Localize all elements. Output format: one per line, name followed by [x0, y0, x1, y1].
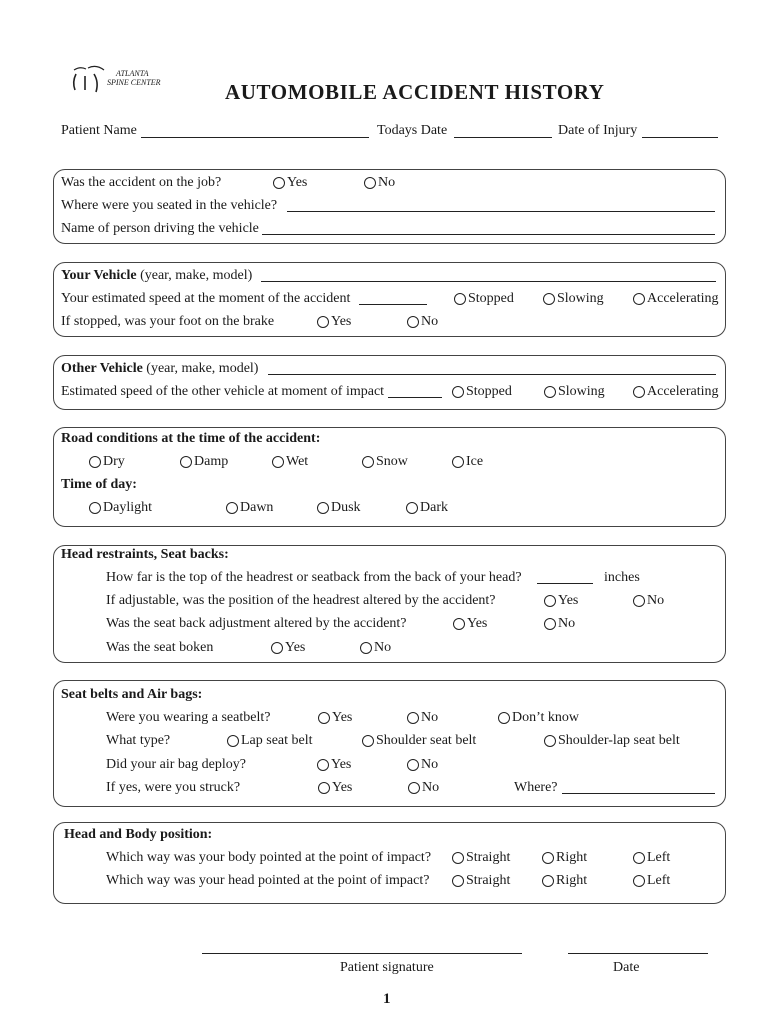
radio-circle-icon — [452, 852, 464, 864]
todays-date-field[interactable] — [454, 137, 552, 138]
other-vehicle-field[interactable] — [268, 374, 716, 375]
q-struck: If yes, were you struck? — [106, 780, 241, 795]
radio-circle-icon — [89, 502, 101, 514]
seatback-altered-yes-radio[interactable]: Yes — [453, 616, 487, 632]
radio-circle-icon — [542, 852, 554, 864]
time-of-day-heading: Time of day: — [61, 477, 137, 492]
radio-circle-icon — [180, 456, 192, 468]
time-dark-radio[interactable]: Dark — [406, 500, 448, 516]
radio-circle-icon — [362, 456, 374, 468]
inches-label: inches — [604, 570, 640, 585]
headrest-distance-field[interactable] — [537, 583, 593, 584]
page-number: 1 — [383, 991, 391, 1007]
your-vehicle-heading: Your Vehicle (year, make, model) — [61, 268, 253, 283]
radio-circle-icon — [272, 456, 284, 468]
radio-circle-icon — [407, 712, 419, 724]
on-job-yes-radio[interactable]: Yes — [273, 175, 307, 191]
where-label: Where? — [514, 780, 558, 795]
road-heading: Road conditions at the time of the accident: — [61, 431, 321, 446]
injury-date-label: Date of Injury — [558, 123, 638, 138]
other-speed-field[interactable] — [388, 397, 442, 398]
foot-brake-no-radio[interactable]: No — [407, 314, 438, 330]
head-straight-radio[interactable]: Straight — [452, 873, 510, 889]
q-seatback-altered: Was the seat back adjustment altered by the accident? — [106, 616, 407, 631]
radio-circle-icon — [633, 852, 645, 864]
radio-circle-icon — [318, 712, 330, 724]
radio-circle-icon — [317, 316, 329, 328]
other-stopped-radio[interactable]: Stopped — [452, 384, 512, 400]
radio-circle-icon — [271, 642, 283, 654]
radio-circle-icon — [633, 293, 645, 305]
radio-circle-icon — [544, 618, 556, 630]
radio-circle-icon — [542, 875, 554, 887]
radio-circle-icon — [408, 782, 420, 794]
radio-circle-icon — [227, 735, 239, 747]
road-ice-radio[interactable]: Ice — [452, 454, 483, 470]
form-title: AUTOMOBILE ACCIDENT HISTORY — [225, 80, 605, 104]
radio-circle-icon — [633, 875, 645, 887]
q-seatbelt-type: What type? — [106, 733, 171, 748]
seatbelt-yes-radio[interactable]: Yes — [318, 710, 352, 726]
other-slowing-radio[interactable]: Slowing — [544, 384, 605, 400]
airbag-no-radio[interactable]: No — [407, 757, 438, 773]
logo-line-2: SPINE CENTER — [107, 78, 161, 87]
road-wet-radio[interactable]: Wet — [272, 454, 308, 470]
q-body-direction: Which way was your body pointed at the point of impact? — [106, 850, 432, 865]
q-airbag-deploy: Did your air bag deploy? — [106, 757, 246, 772]
your-speed-field[interactable] — [359, 304, 427, 305]
body-left-radio[interactable]: Left — [633, 850, 670, 866]
other-accelerating-radio[interactable]: Accelerating — [633, 384, 719, 400]
logo-line-1: ATLANTA — [116, 69, 149, 78]
patient-name-label: Patient Name — [61, 123, 137, 138]
radio-circle-icon — [544, 386, 556, 398]
signature-date-label: Date — [613, 960, 640, 975]
head-right-radio[interactable]: Right — [542, 873, 587, 889]
radio-circle-icon — [362, 735, 374, 747]
seated-field[interactable] — [287, 211, 715, 212]
q-head-direction: Which way was your head pointed at the point of impact? — [106, 873, 430, 888]
radio-circle-icon — [633, 386, 645, 398]
q-driver: Name of person driving the vehicle — [61, 221, 259, 236]
q-other-speed: Estimated speed of the other vehicle at moment of impact — [61, 384, 385, 399]
radio-circle-icon — [89, 456, 101, 468]
headrest-adjusted-no-radio[interactable]: No — [633, 593, 664, 609]
struck-no-radio[interactable]: No — [408, 780, 439, 796]
airbag-yes-radio[interactable]: Yes — [317, 757, 351, 773]
seatbelt-dont-know-radio[interactable]: Don’t know — [498, 710, 579, 726]
shoulder-belt-radio[interactable]: Shoulder seat belt — [362, 733, 476, 749]
radio-circle-icon — [544, 595, 556, 607]
road-snow-radio[interactable]: Snow — [362, 454, 408, 470]
radio-circle-icon — [452, 456, 464, 468]
radio-circle-icon — [454, 293, 466, 305]
q-your-speed: Your estimated speed at the moment of the accident — [61, 291, 351, 306]
radio-circle-icon — [407, 759, 419, 771]
where-field[interactable] — [562, 793, 715, 794]
radio-circle-icon — [318, 782, 330, 794]
signature-date-field[interactable] — [568, 953, 708, 954]
head-restraints-heading: Head restraints, Seat backs: — [61, 547, 229, 562]
radio-circle-icon — [453, 618, 465, 630]
todays-date-label: Todays Date — [377, 123, 448, 138]
radio-circle-icon — [498, 712, 510, 724]
your-stopped-radio[interactable]: Stopped — [454, 291, 514, 307]
q-headrest-distance: How far is the top of the headrest or seatback from the back of your head? — [106, 570, 522, 585]
seat-broken-yes-radio[interactable]: Yes — [271, 640, 305, 656]
injury-date-field[interactable] — [642, 137, 718, 138]
your-accelerating-radio[interactable]: Accelerating — [633, 291, 719, 307]
struck-yes-radio[interactable]: Yes — [318, 780, 352, 796]
road-dry-radio[interactable]: Dry — [89, 454, 125, 470]
radio-circle-icon — [317, 759, 329, 771]
radio-circle-icon — [317, 502, 329, 514]
shoulder-lap-belt-radio[interactable]: Shoulder-lap seat belt — [544, 733, 680, 749]
radio-circle-icon — [543, 293, 555, 305]
radio-circle-icon — [452, 386, 464, 398]
radio-circle-icon — [406, 502, 418, 514]
patient-name-field[interactable] — [141, 137, 369, 138]
head-left-radio[interactable]: Left — [633, 873, 670, 889]
your-slowing-radio[interactable]: Slowing — [543, 291, 604, 307]
foot-brake-yes-radio[interactable]: Yes — [317, 314, 351, 330]
q-wearing-seatbelt: Were you wearing a seatbelt? — [106, 710, 271, 725]
seat-broken-no-radio[interactable]: No — [360, 640, 391, 656]
driver-field[interactable] — [262, 234, 715, 235]
seatbelts-heading: Seat belts and Air bags: — [61, 687, 203, 702]
position-heading: Head and Body position: — [64, 827, 213, 842]
spine-logo-icon — [68, 60, 108, 94]
road-damp-radio[interactable]: Damp — [180, 454, 228, 470]
other-vehicle-heading: Other Vehicle (year, make, model) — [61, 361, 259, 376]
radio-circle-icon — [407, 316, 419, 328]
body-straight-radio[interactable]: Straight — [452, 850, 510, 866]
radio-circle-icon — [452, 875, 464, 887]
signature-field[interactable] — [202, 953, 522, 954]
q-foot-brake: If stopped, was your foot on the brake — [61, 314, 275, 329]
lap-belt-radio[interactable]: Lap seat belt — [227, 733, 313, 749]
signature-label: Patient signature — [340, 960, 434, 975]
your-vehicle-field[interactable] — [261, 281, 716, 282]
radio-circle-icon — [273, 177, 285, 189]
radio-circle-icon — [360, 642, 372, 654]
time-dusk-radio[interactable]: Dusk — [317, 500, 361, 516]
seatbelt-no-radio[interactable]: No — [407, 710, 438, 726]
body-right-radio[interactable]: Right — [542, 850, 587, 866]
radio-circle-icon — [226, 502, 238, 514]
q-on-job: Was the accident on the job? — [61, 175, 222, 190]
time-daylight-radio[interactable]: Daylight — [89, 500, 152, 516]
radio-circle-icon — [364, 177, 376, 189]
q-headrest-adjusted: If adjustable, was the position of the headrest altered by the accident? — [106, 593, 496, 608]
seatback-altered-no-radio[interactable]: No — [544, 616, 575, 632]
q-seated: Where were you seated in the vehicle? — [61, 198, 278, 213]
time-dawn-radio[interactable]: Dawn — [226, 500, 273, 516]
q-seat-broken: Was the seat boken — [106, 640, 214, 655]
radio-circle-icon — [633, 595, 645, 607]
headrest-adjusted-yes-radio[interactable]: Yes — [544, 593, 578, 609]
radio-circle-icon — [544, 735, 556, 747]
on-job-no-radio[interactable]: No — [364, 175, 395, 191]
